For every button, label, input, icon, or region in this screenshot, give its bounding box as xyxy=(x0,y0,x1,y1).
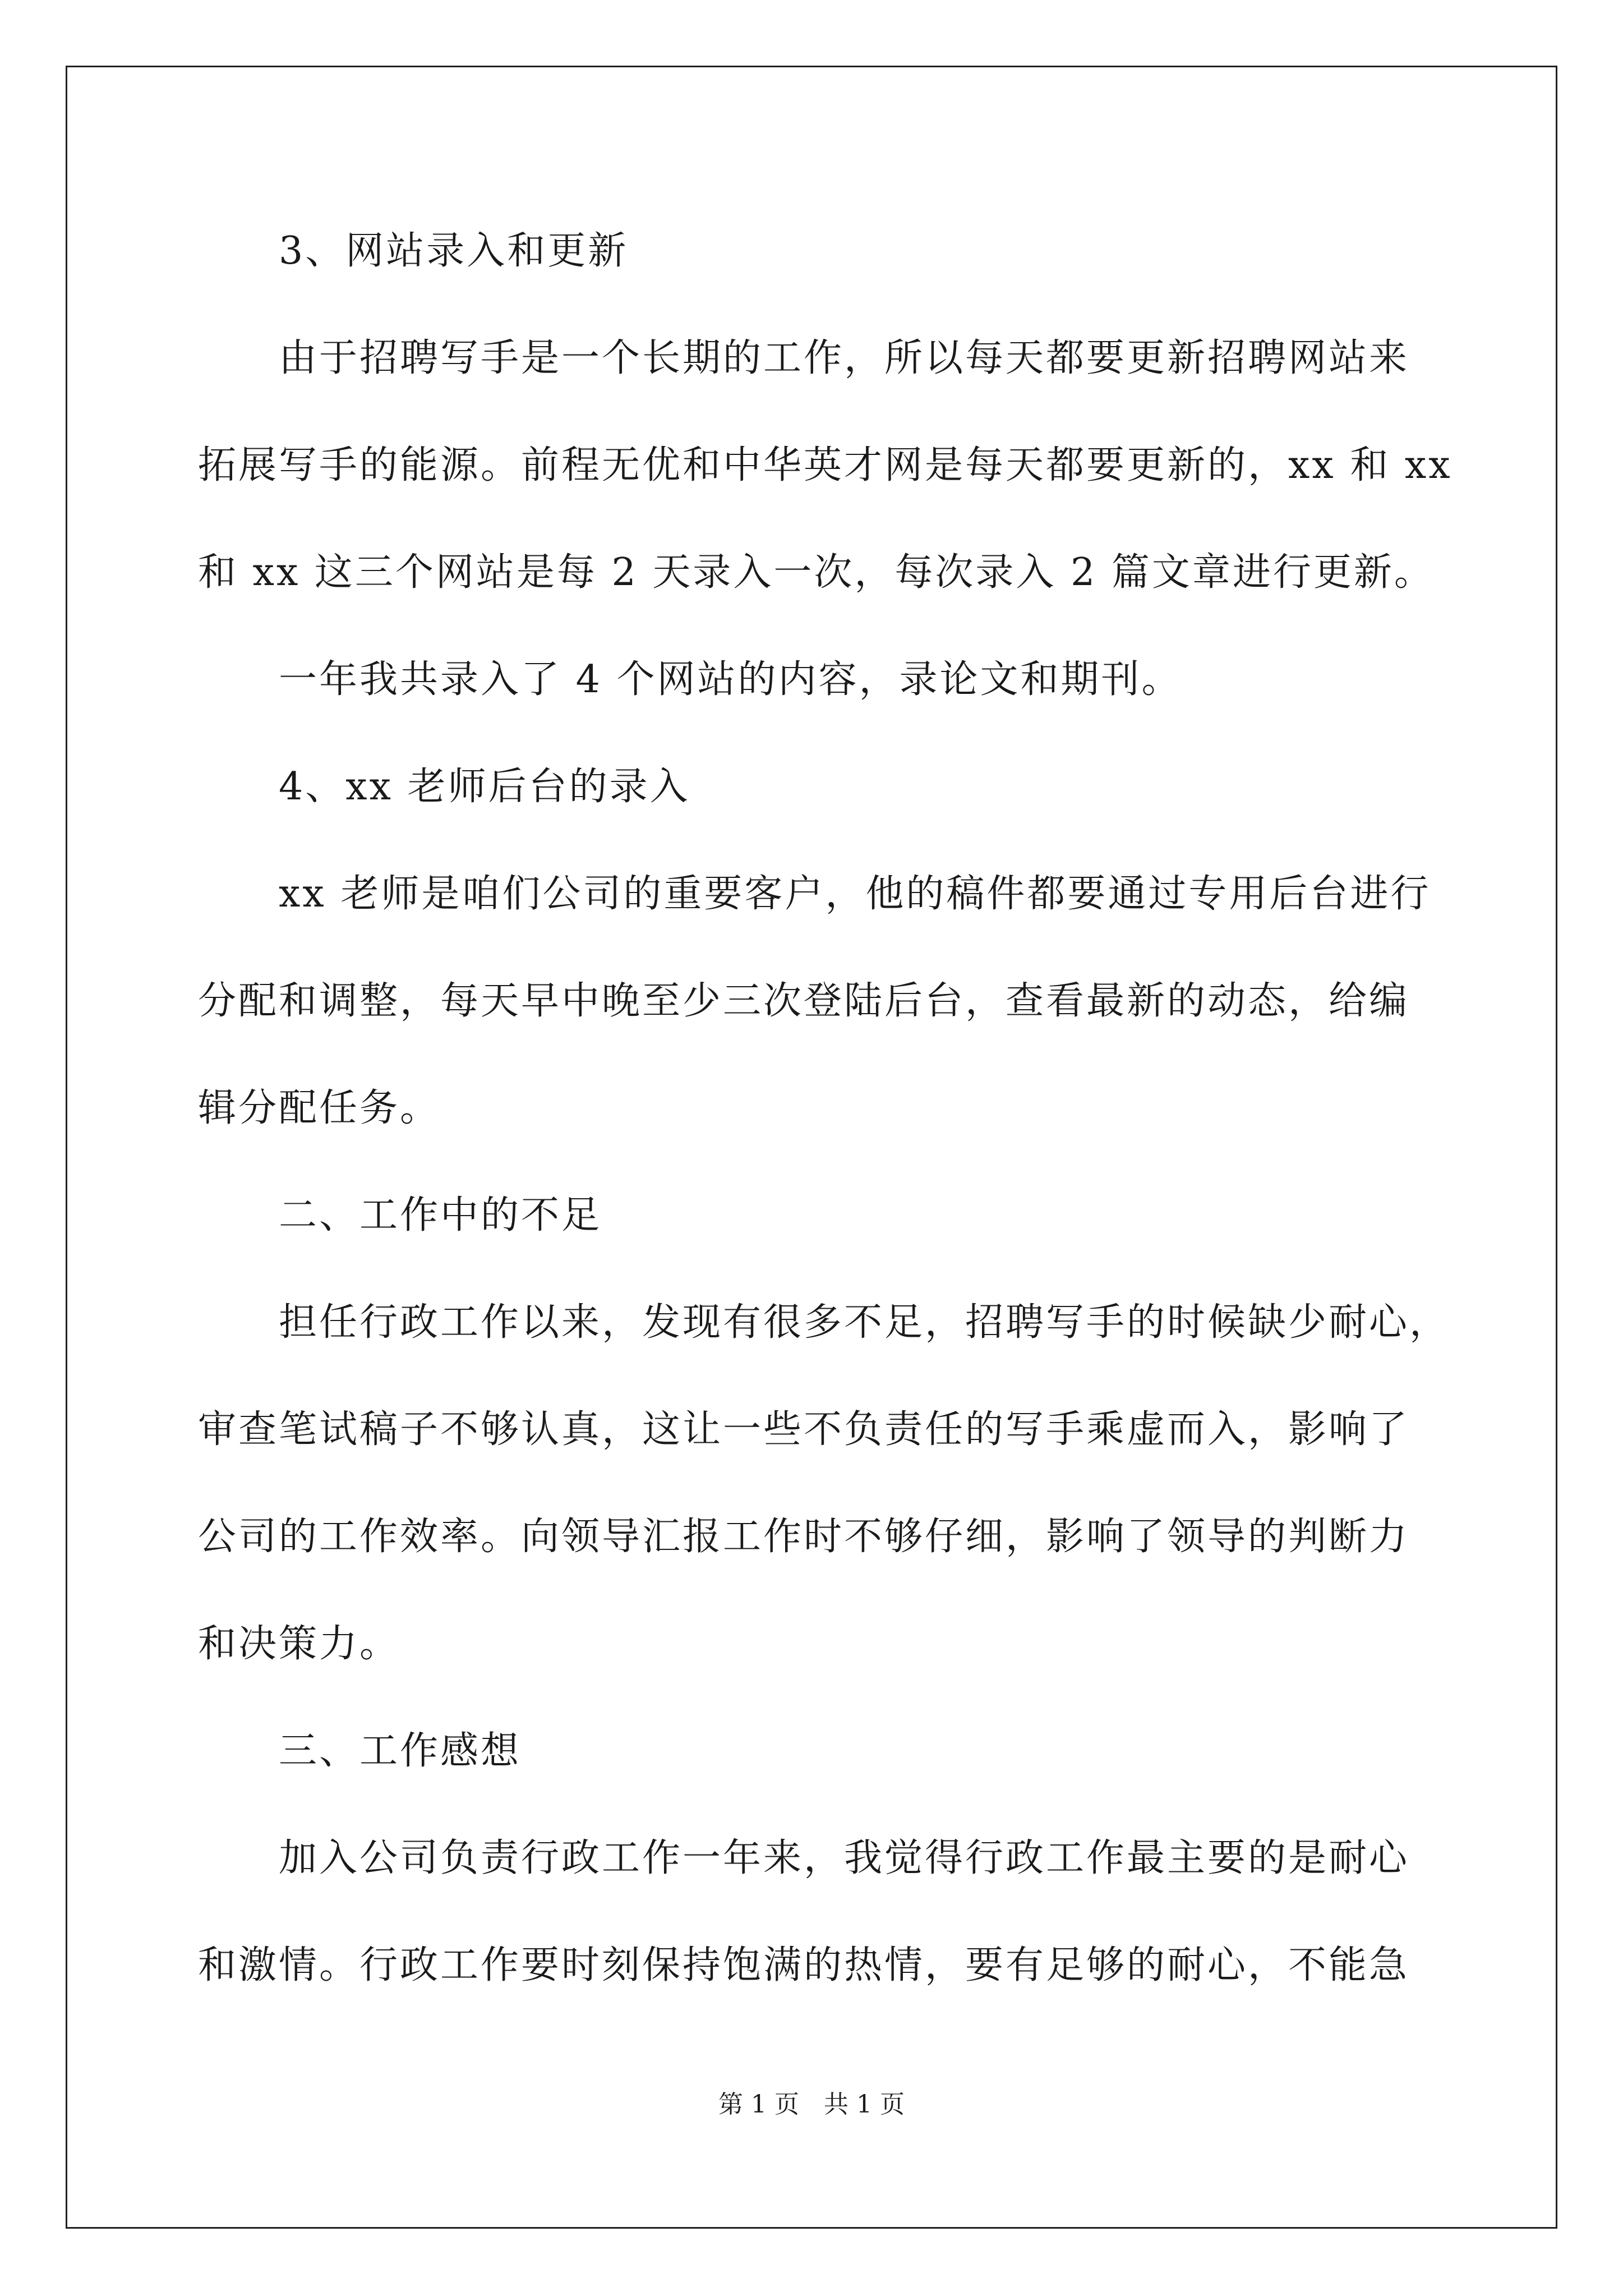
paragraph-line: 分配和调整，每天早中晚至少三次登陆后台，查看最新的动态，给编 xyxy=(198,979,1410,1023)
paragraph-line: 一年我共录入了 4 个网站的内容，录论文和期刊。 xyxy=(279,657,1182,702)
paragraph-line: 担任行政工作以来，发现有很多不足，招聘写手的时候缺少耐心， xyxy=(279,1300,1450,1345)
paragraph-line: 和激情。行政工作要时刻保持饱满的热情，要有足够的耐心，不能急 xyxy=(198,1943,1410,1987)
paragraph-line: 由于招聘写手是一个长期的工作，所以每天都要更新招聘网站来 xyxy=(279,336,1410,380)
section-heading-website-entry: 3、网站录入和更新 xyxy=(279,229,629,273)
paragraph-line: 辑分配任务。 xyxy=(198,1086,441,1130)
paragraph-line: 拓展写手的能源。前程无优和中华英才网是每天都要更新的，xx 和 xx xyxy=(198,443,1453,487)
section-heading-backend-entry: 4、xx 老师后台的录入 xyxy=(279,765,690,809)
section-heading-shortcomings: 二、工作中的不足 xyxy=(279,1193,602,1237)
paragraph-line: 公司的工作效率。向领导汇报工作时不够仔细，影响了领导的判断力 xyxy=(198,1515,1410,1559)
paragraph-line: 审查笔试稿子不够认真，这让一些不负责任的写手乘虚而入，影响了 xyxy=(198,1407,1410,1452)
paragraph-line: xx 老师是咱们公司的重要客户，他的稿件都要通过专用后台进行 xyxy=(279,872,1431,916)
paragraph-line: 和 xx 这三个网站是每 2 天录入一次，每次录入 2 篇文章进行更新。 xyxy=(198,550,1435,595)
page-total: 共 1 页 xyxy=(824,2090,905,2119)
page-footer xyxy=(0,2088,1623,2122)
page-border xyxy=(66,66,1557,2229)
paragraph-line: 和决策力。 xyxy=(198,1622,400,1666)
paragraph-line: 加入公司负责行政工作一年来，我觉得行政工作最主要的是耐心 xyxy=(279,1836,1410,1880)
section-heading-reflections: 三、工作感想 xyxy=(279,1729,522,1773)
page-number: 第 1 页 xyxy=(718,2090,799,2119)
